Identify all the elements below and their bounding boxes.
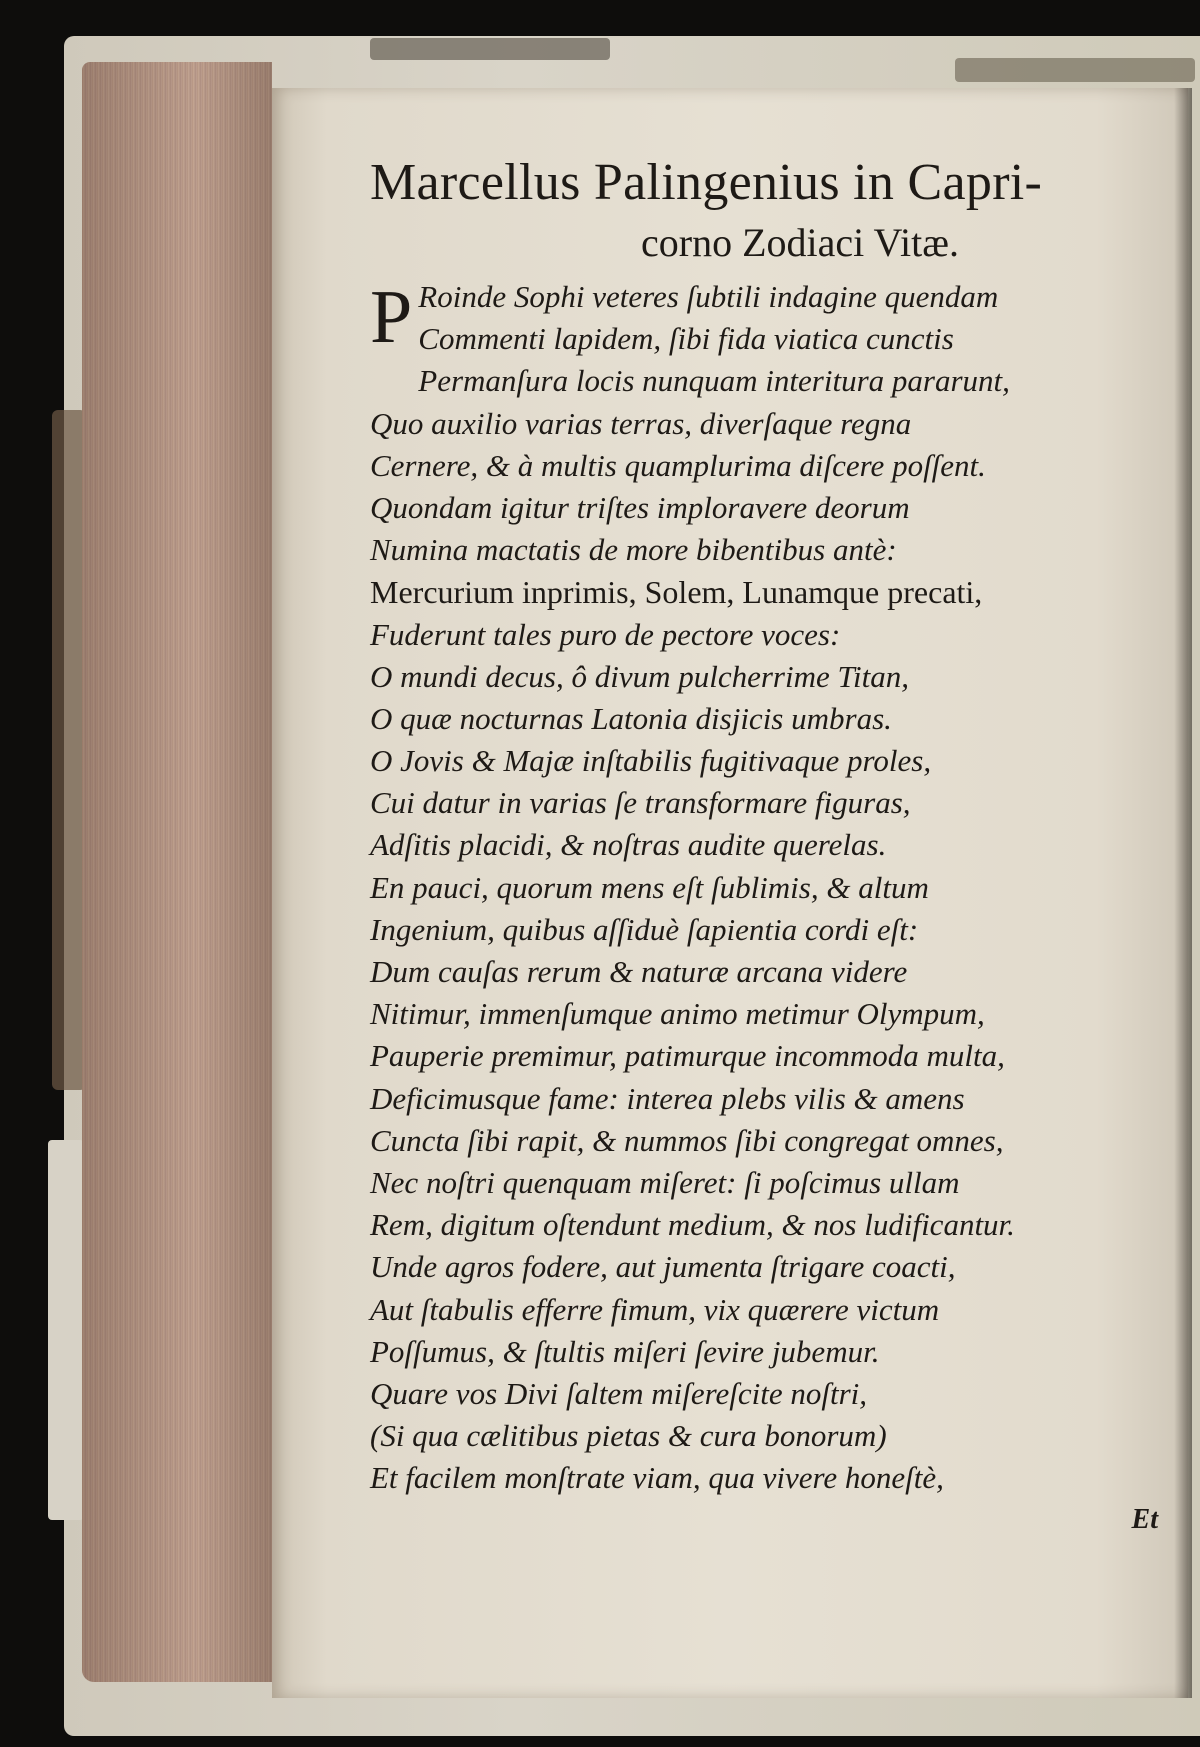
verse-line: (Si qua cælitibus pietas & cura bonorum) (370, 1418, 887, 1454)
verse-line: Deficimusque fame: interea plebs vilis & amens (370, 1080, 965, 1116)
page-edges (82, 62, 272, 1682)
page-text (370, 152, 1170, 1499)
verse-block (370, 276, 1170, 1499)
verse-line: Numina mactatis de more bibentibus antè: (370, 532, 897, 568)
page-title-line-1: Marcellus Palingenius in Capri- (370, 154, 1043, 211)
verse-line: Cui datur in varias ſe transformare figuras, (370, 785, 911, 821)
page-title-line-2: corno Zodiaci Vitæ. (641, 220, 959, 265)
verse-line: Cuncta ſibi rapit, & nummos ſibi congregat omnes, (370, 1122, 1004, 1158)
verse-line: Fuderunt tales puro de pectore voces: (370, 616, 841, 652)
verse-line: Commenti lapidem, ſibi fida viatica cunctis (418, 321, 954, 357)
verse-line: Mercurium inprimis, Solem, Lunamque precati, (370, 574, 983, 611)
spine-label (48, 1140, 84, 1520)
book-page (272, 88, 1188, 1698)
verse-line: O Jovis & Majæ inſtabilis fugitivaque proles, (370, 743, 932, 779)
verse-line: O mundi decus, ô divum pulcherrime Titan, (370, 658, 910, 694)
verse-line: Ingenium, quibus aſſiduè ſapientia cordi eſt: (370, 911, 919, 947)
catchword: Et (1131, 1504, 1158, 1535)
drop-cap: P (370, 275, 413, 359)
cover-wear-mark (955, 58, 1195, 82)
verse-line: Adſitis placidi, & noſtras audite querelas. (370, 827, 887, 863)
verse-line: Unde agros fodere, aut jumenta ſtrigare coacti, (370, 1249, 956, 1285)
cover-wear-mark (370, 38, 610, 60)
verse-line: Quondam igitur triſtes imploravere deorum (370, 489, 910, 525)
verse-line: O quæ nocturnas Latonia disjicis umbras. (370, 700, 892, 736)
verse-line: Pauperie premimur, patimurque incommoda multa, (370, 1038, 1005, 1074)
verse-line: Rem, digitum oſtendunt medium, & nos ludificantur. (370, 1207, 1015, 1243)
verse-line: Quo auxilio varias terras, diverſaque regna (370, 405, 912, 441)
verse-line: Quare vos Divi ſaltem miſereſcite noſtri, (370, 1375, 868, 1411)
verse-line: En pauci, quorum mens eſt ſublimis, & altum (370, 869, 929, 905)
verse-line: Nec noſtri quenquam miſeret: ſi poſcimus ullam (370, 1164, 960, 1200)
page-gutter-shadow (1174, 88, 1192, 1698)
spine-stain (52, 410, 86, 1090)
verse-line: Poſſumus, & ſtultis miſeri ſevire jubemur. (370, 1333, 880, 1369)
verse-line: Aut ſtabulis efferre fimum, vix quærere victum (370, 1291, 940, 1327)
verse-line: Dum cauſas rerum & naturæ arcana videre (370, 954, 908, 989)
verse-line: Et facilem monſtrate viam, qua vivere honeſtè, (370, 1460, 944, 1496)
verse-line: Cernere, & à multis quamplurima diſcere poſſent. (370, 447, 986, 483)
verse-line: Nitimur, immenſumque animo metimur Olympum, (370, 996, 985, 1032)
verse-line-text: Roinde Sophi veteres ſubtili indagine quendam (418, 279, 999, 314)
verse-line: Permanſura locis nunquam interitura pararunt, (418, 363, 1010, 399)
